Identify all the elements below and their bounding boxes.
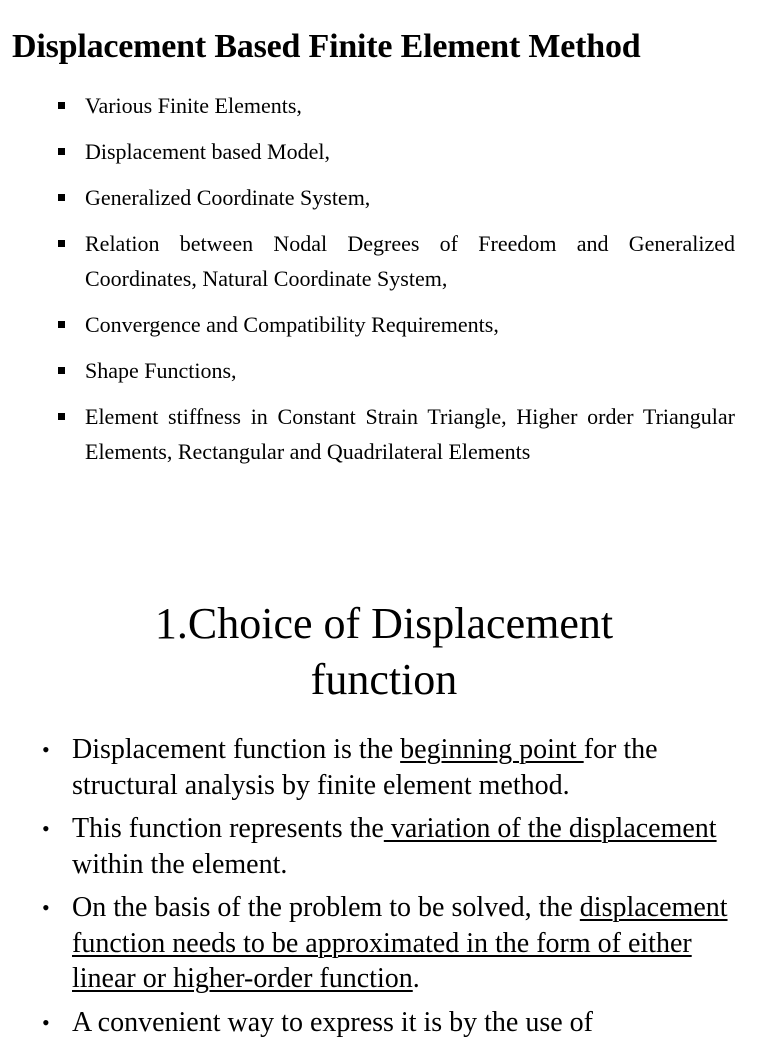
point-text: for the structural analysis by finite element method. bbox=[72, 734, 658, 801]
square-bullet-icon bbox=[58, 102, 65, 109]
square-bullet-icon bbox=[58, 321, 65, 328]
page-title: Displacement Based Finite Element Method bbox=[12, 28, 641, 65]
point-text: Displacement function is the bbox=[72, 734, 401, 765]
list-item bbox=[85, 88, 735, 123]
round-bullet-icon: • bbox=[42, 816, 50, 841]
underlined-text: beginning point bbox=[400, 734, 584, 765]
list-item-text: Generalized Coordinate System, bbox=[85, 185, 371, 210]
list-item bbox=[42, 811, 742, 882]
section-title-line-1: 1.Choice of Displacement bbox=[154, 599, 614, 648]
list-item bbox=[42, 890, 742, 997]
list-item bbox=[42, 1005, 742, 1041]
square-bullet-icon bbox=[58, 194, 65, 201]
topic-list bbox=[0, 88, 768, 480]
list-item-text: Various Finite Elements, bbox=[85, 93, 302, 118]
round-bullet-icon: • bbox=[42, 737, 50, 762]
underlined-text: displacement function needs to be approximated in the form of either linear or higher-order function bbox=[72, 892, 728, 994]
point-text: A convenient way to express it is by the use of bbox=[72, 1006, 594, 1038]
square-bullet-icon bbox=[58, 148, 65, 155]
list-item bbox=[85, 307, 735, 342]
round-bullet-icon: • bbox=[42, 1009, 50, 1035]
list-item-text: Displacement based Model, bbox=[85, 139, 330, 164]
list-item bbox=[85, 134, 735, 169]
point-text: On the basis of the problem to be solved, the bbox=[72, 892, 580, 923]
list-item bbox=[85, 226, 735, 296]
square-bullet-icon bbox=[58, 413, 65, 420]
section-title-line-2: function bbox=[310, 655, 458, 704]
square-bullet-icon bbox=[58, 367, 65, 374]
round-bullet-icon: • bbox=[42, 895, 50, 920]
list-item bbox=[85, 399, 735, 469]
point-text: . bbox=[412, 963, 420, 994]
list-item-text: Shape Functions, bbox=[85, 358, 237, 383]
point-list bbox=[0, 732, 768, 1048]
list-item bbox=[85, 180, 735, 215]
list-item-text: Element stiffness in Constant Strain Triangle, Higher order Triangular Elements, Rectangular and Quadrilateral Elements bbox=[85, 404, 735, 464]
underlined-text: variation of the displacement bbox=[383, 813, 717, 844]
point-text: This function represents the bbox=[72, 813, 384, 844]
list-item bbox=[42, 732, 742, 803]
section-title bbox=[0, 596, 768, 708]
list-item-text: Relation between Nodal Degrees of Freedom and Generalized Coordinates, Natural Coordinate System, bbox=[85, 231, 735, 291]
square-bullet-icon bbox=[58, 240, 65, 247]
list-item-text: Convergence and Compatibility Requirements, bbox=[85, 312, 499, 337]
list-item bbox=[85, 353, 735, 388]
point-text: within the element. bbox=[72, 848, 288, 880]
